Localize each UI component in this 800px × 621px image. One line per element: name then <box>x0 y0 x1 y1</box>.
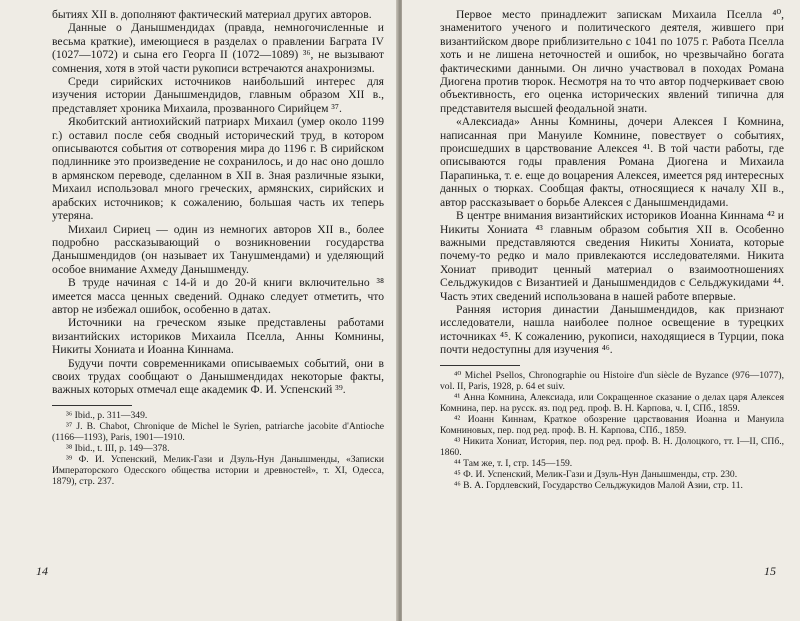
left-page <box>0 0 398 621</box>
right-paragraph-4: Ранняя история династии Данышмендидов, как признают исследователи, нашла наиболее полное освещение в турецких источниках ⁴⁵. К сожалению, рукописи, находящиеся в Турции, пока почти недоступны для изучения ⁴⁶. <box>440 302 784 357</box>
right-footnotes <box>440 370 784 491</box>
left-paragraph-6: В труде начиная с 14-й и до 20-й книги включительно ³⁸ имеется масса ценных сведений. Однако следует отметить, что автор не избежал ошибок, особенно в датах. <box>52 276 384 316</box>
left-paragraph-7: Источники на греческом языке представлены работами византийских историков Михаила Пселла, Анны Комнины, Никиты Хониата и Иоанна Киннама. <box>52 316 384 357</box>
page-number-left: 14 <box>36 564 48 578</box>
left-paragraph-5: Михаил Сириец — один из немногих авторов XII в., более подробно рассказывающий о возникновении государства Данышмендидов (он называет их Танушмендами) и уделяющий особое внимание Ахмеду Данышменду. <box>52 222 384 276</box>
left-footnotes <box>52 410 384 487</box>
right-paragraph-2: «Алексиада» Анны Комнины, дочери Алексея I Комнина, написанная при Мануиле Комнине, повествует о событиях, происшедших в царствование Алексея ⁴¹. В той части работы, где описываются годы правления Романа Диогена и Михаила Парапинька, т. е. еще до воцарения Алексея, имеется ряд интересных данных о тюрках. Сообщая факты, относящиеся к началу XII в., автор рассказывает о борьбе Алексея с Данышмендидами. <box>440 115 784 209</box>
footnote-divider <box>440 365 520 366</box>
right-paragraph-3: В центре внимания византийских историков Иоанна Киннама ⁴² и Никиты Хониата ⁴³ главным образом события XII в. Особенно важными представляются сведения Никиты Хониата, которые почему-то редко и мало привлекаются исследователями. Никита Хониат приводит ценный материал о взаимоотношениях Сельджукидов с Византией и Данышмендидов с Сельджукидами ⁴⁴. Часть этих сведений использована в нашей работе впервые. <box>440 209 784 303</box>
footnote-37: ³⁷ J. B. Chabot, Chronique de Michel le Syrien, patriarche jacobite d'Antioche (1166—1193), Paris, 1901—1910. <box>52 420 384 443</box>
footnote-46: ⁴⁶ В. А. Гордлевский, Государство Сельджукидов Малой Азии, стр. 11. <box>454 479 743 491</box>
footnote-divider <box>52 405 132 406</box>
left-paragraph-2: Данные о Данышмендидах (правда, немногочисленные и весьма краткие), имеющиеся в разделах о правлении Баграта IV (1027—1072) и сына его Георга II (1072—1089) ³⁶, не вызывают сомнения, хотя в этой части рукописи встречаются анахронизмы. <box>52 21 384 75</box>
footnote-36: ³⁶ Ibid., p. 311—349. <box>66 409 148 421</box>
page-number-right: 15 <box>764 564 776 578</box>
footnote-40: ⁴⁰ Michel Psellos, Chronographie ou Histoire d'un siècle de Byzance (976—1077), vol. II, Paris, 1928, p. 64 et suiv. <box>440 369 784 392</box>
left-paragraph-4: Якобитский антиохийский патриарх Михаил (умер около 1199 г.) оставил после себя сводный исторический труд, в котором описываются события от сотворения мира до 1196 г. В сирийском подлиннике это произведение не сохранилось, и до нас оно дошло в армянском переводе, сделанном в XII в. Зная различные языки, Михаил использовал много греческих, армянских, сирийских и арабских источников; к сожалению, большая часть их теперь утеряна. <box>52 115 384 223</box>
right-page <box>402 0 800 621</box>
left-paragraph-1: бытиях XII в. дополняют фактический материал других авторов. <box>52 8 372 21</box>
left-paragraph-3: Среди сирийских источников наибольший интерес для изучения истории Данышмендидов, главным образом XII в., представляет хроника Михаила, прозванного Сирийцем ³⁷. <box>52 75 384 115</box>
footnote-43: ⁴³ Никита Хониат, История, пер. под ред. проф. В. Н. Долоцкого, тт. I—II, СПб., 1860. <box>440 435 784 458</box>
left-paragraph-8: Будучи почти современниками описываемых событий, они в своих трудах сообщают о Данышмендидах некоторые факты, важных которых отмечал еще академик Ф. И. Успенский ³⁹. <box>52 356 384 397</box>
footnote-39: ³⁹ Ф. И. Успенский, Мелик-Гази и Дзуль-Нун Данышменды, «Записки Императорского Одесского общества истории и древностей», т. XI, Одесса, 1879), стр. 237. <box>52 453 384 487</box>
footnote-45: ⁴⁵ Ф. И. Успенский, Мелик-Гази и Дзуль-Нун Данышменды, стр. 230. <box>454 468 738 480</box>
right-paragraph-1: Первое место принадлежит запискам Михаила Пселла ⁴⁰, знаменитого ученого и политического деятеля, жившего при византийском дворе приблизительно с 1041 по 1075 г. Работа Пселла хоть и не лишена неточностей и ошибок, но чрезвычайно богата фактическими данными. Он лично участвовал в походах Романа Диогена против тюрок. Несмотря на то что автор подчеркивает свою объективность, его оценка исторических явлений типична для представителя высшей феодальной знати. <box>440 8 784 115</box>
footnote-38: ³⁸ Ibid., t. III, p. 149—378. <box>66 442 170 454</box>
footnote-42: ⁴² Иоанн Киннам, Краткое обозрение царствования Иоанна и Мануила Комниновых, пер. под ред. проф. В. Н. Карпова, СПб., 1859. <box>440 413 784 436</box>
footnote-41: ⁴¹ Анна Комнина, Алексиада, или Сокращенное сказание о делах царя Алексея Комнина, пер. на русск. яз. под ред. проф. В. Н. Карпова, ч. I, СПб., 1859. <box>440 391 784 414</box>
footnote-44: ⁴⁴ Там же, т. I, стр. 145—159. <box>454 457 573 469</box>
